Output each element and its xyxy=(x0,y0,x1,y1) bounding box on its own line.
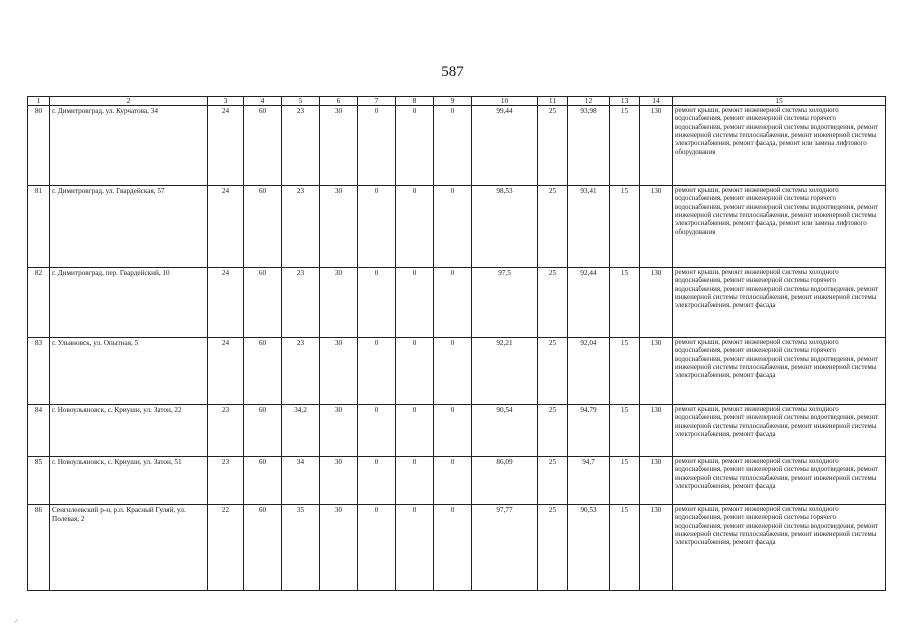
value-cell-col-14: 130 xyxy=(640,186,673,268)
value-cell-col-8: 0 xyxy=(396,186,434,268)
row-number-cell: 83 xyxy=(28,338,50,405)
value-cell-col-10: 92,21 xyxy=(472,338,538,405)
value-cell-col-10: 99,44 xyxy=(472,106,538,186)
column-header-5: 5 xyxy=(282,97,320,106)
value-cell-col-14: 130 xyxy=(640,457,673,505)
value-cell-col-8: 0 xyxy=(396,268,434,338)
column-header-10: 10 xyxy=(472,97,538,106)
value-cell-col-8: 0 xyxy=(396,505,434,591)
works-cell: ремонт крыши, ремонт инженерной системы холодного водоснабжения, ремонт инженерной системы горячего водоснабжения, ремонт инженерной системы водоотведения, ремонт инженерной системы теплоснабжения, ремонт инженерной системы электроснабжения, ремонт фасада, ремонт или замена лифтового оборудования xyxy=(673,106,886,186)
value-cell-col-5: 34 xyxy=(282,457,320,505)
value-cell-col-7: 0 xyxy=(358,457,396,505)
address-cell: г. Димитровград, ул. Гвардейская, 57 xyxy=(50,186,208,268)
value-cell-col-8: 0 xyxy=(396,405,434,457)
value-cell-col-7: 0 xyxy=(358,505,396,591)
table-row xyxy=(28,457,886,505)
table-row xyxy=(28,505,886,591)
value-cell-col-14: 130 xyxy=(640,106,673,186)
value-cell-col-12: 90,53 xyxy=(568,505,610,591)
value-cell-col-12: 94,79 xyxy=(568,405,610,457)
value-cell-col-4: 60 xyxy=(244,268,282,338)
works-cell: ремонт крыши, ремонт инженерной системы холодного водоснабжения, ремонт инженерной системы горячего водоснабжения, ремонт инженерной системы водоотведения, ремонт инженерной системы теплоснабжения, ремонт инженерной системы электроснабжения, ремонт фасада xyxy=(673,505,886,591)
scan-mark: ⸝ xyxy=(14,615,19,625)
value-cell-col-14: 130 xyxy=(640,268,673,338)
column-header-3: 3 xyxy=(208,97,244,106)
address-cell: г. Димитровград, пер. Гвардейский, 10 xyxy=(50,268,208,338)
value-cell-col-8: 0 xyxy=(396,106,434,186)
value-cell-col-8: 0 xyxy=(396,338,434,405)
value-cell-col-14: 130 xyxy=(640,405,673,457)
value-cell-col-10: 97,5 xyxy=(472,268,538,338)
value-cell-col-7: 0 xyxy=(358,268,396,338)
works-cell: ремонт крыши, ремонт инженерной системы холодного водоснабжения, ремонт инженерной системы водоотведения, ремонт инженерной системы теплоснабжения, ремонт инженерной системы электроснабжения, ремонт фасада xyxy=(673,457,886,505)
works-cell: ремонт крыши, ремонт инженерной системы холодного водоснабжения, ремонт инженерной системы горячего водоснабжения, ремонт инженерной системы водоотведения, ремонт инженерной системы теплоснабжения, ремонт инженерной системы электроснабжения, ремонт фасада, ремонт или замена лифтового оборудования xyxy=(673,186,886,268)
table-row xyxy=(28,106,886,186)
value-cell-col-9: 0 xyxy=(434,268,472,338)
value-cell-col-5: 23 xyxy=(282,106,320,186)
column-header-7: 7 xyxy=(358,97,396,106)
table-row xyxy=(28,405,886,457)
value-cell-col-11: 25 xyxy=(538,338,568,405)
value-cell-col-6: 30 xyxy=(320,106,358,186)
value-cell-col-9: 0 xyxy=(434,505,472,591)
address-cell: г. Новоульяновск, с. Криуши, ул. Затон, 22 xyxy=(50,405,208,457)
value-cell-col-10: 98,53 xyxy=(472,186,538,268)
value-cell-col-5: 23 xyxy=(282,186,320,268)
value-cell-col-3: 24 xyxy=(208,106,244,186)
column-header-11: 11 xyxy=(538,97,568,106)
value-cell-col-4: 60 xyxy=(244,186,282,268)
column-header-2: 2 xyxy=(50,97,208,106)
value-cell-col-6: 30 xyxy=(320,505,358,591)
value-cell-col-12: 94,7 xyxy=(568,457,610,505)
address-cell: Сенгилеевский р-н, р.п. Красный Гуляй, ул. Полевая, 2 xyxy=(50,505,208,591)
value-cell-col-4: 60 xyxy=(244,457,282,505)
value-cell-col-11: 25 xyxy=(538,457,568,505)
value-cell-col-11: 25 xyxy=(538,186,568,268)
value-cell-col-5: 23 xyxy=(282,268,320,338)
value-cell-col-13: 15 xyxy=(610,268,640,338)
value-cell-col-9: 0 xyxy=(434,405,472,457)
value-cell-col-3: 24 xyxy=(208,268,244,338)
value-cell-col-3: 24 xyxy=(208,186,244,268)
value-cell-col-6: 30 xyxy=(320,268,358,338)
works-cell: ремонт крыши, ремонт инженерной системы холодного водоснабжения, ремонт инженерной системы горячего водоснабжения, ремонт инженерной системы водоотведения, ремонт инженерной системы теплоснабжения, ремонт инженерной системы электроснабжения, ремонт фасада xyxy=(673,268,886,338)
value-cell-col-13: 15 xyxy=(610,405,640,457)
value-cell-col-13: 15 xyxy=(610,338,640,405)
value-cell-col-12: 93,41 xyxy=(568,186,610,268)
value-cell-col-12: 93,98 xyxy=(568,106,610,186)
value-cell-col-4: 60 xyxy=(244,405,282,457)
value-cell-col-11: 25 xyxy=(538,505,568,591)
column-header-4: 4 xyxy=(244,97,282,106)
value-cell-col-7: 0 xyxy=(358,186,396,268)
row-number-cell: 82 xyxy=(28,268,50,338)
value-cell-col-10: 97,77 xyxy=(472,505,538,591)
column-header-12: 12 xyxy=(568,97,610,106)
address-cell: г. Новоульяновск, с. Криуши, ул. Затон, 51 xyxy=(50,457,208,505)
column-header-13: 13 xyxy=(610,97,640,106)
works-cell: ремонт крыши, ремонт инженерной системы холодного водоснабжения, ремонт инженерной системы водоотведения, ремонт инженерной системы теплоснабжения, ремонт инженерной системы электроснабжения, ремонт фасада xyxy=(673,405,886,457)
value-cell-col-10: 86,09 xyxy=(472,457,538,505)
value-cell-col-10: 90,54 xyxy=(472,405,538,457)
header-row xyxy=(28,97,886,106)
value-cell-col-14: 130 xyxy=(640,505,673,591)
row-number-cell: 86 xyxy=(28,505,50,591)
value-cell-col-12: 92,44 xyxy=(568,268,610,338)
column-header-6: 6 xyxy=(320,97,358,106)
value-cell-col-9: 0 xyxy=(434,186,472,268)
column-header-9: 9 xyxy=(434,97,472,106)
value-cell-col-5: 34,2 xyxy=(282,405,320,457)
row-number-cell: 80 xyxy=(28,106,50,186)
value-cell-col-7: 0 xyxy=(358,106,396,186)
value-cell-col-3: 23 xyxy=(208,457,244,505)
value-cell-col-9: 0 xyxy=(434,106,472,186)
value-cell-col-7: 0 xyxy=(358,338,396,405)
address-cell: г. Ульяновск, ул. Опытная, 5 xyxy=(50,338,208,405)
column-header-14: 14 xyxy=(640,97,673,106)
row-number-cell: 85 xyxy=(28,457,50,505)
table-row xyxy=(28,338,886,405)
value-cell-col-7: 0 xyxy=(358,405,396,457)
value-cell-col-9: 0 xyxy=(434,338,472,405)
value-cell-col-6: 30 xyxy=(320,338,358,405)
value-cell-col-11: 25 xyxy=(538,106,568,186)
row-number-cell: 84 xyxy=(28,405,50,457)
value-cell-col-12: 92,04 xyxy=(568,338,610,405)
value-cell-col-5: 35 xyxy=(282,505,320,591)
value-cell-col-3: 22 xyxy=(208,505,244,591)
value-cell-col-13: 15 xyxy=(610,457,640,505)
value-cell-col-4: 60 xyxy=(244,505,282,591)
page-number: 587 xyxy=(441,64,464,80)
value-cell-col-3: 23 xyxy=(208,405,244,457)
column-header-8: 8 xyxy=(396,97,434,106)
value-cell-col-6: 30 xyxy=(320,186,358,268)
column-header-15: 15 xyxy=(673,97,886,106)
value-cell-col-4: 60 xyxy=(244,106,282,186)
works-cell: ремонт крыши, ремонт инженерной системы холодного водоснабжения, ремонт инженерной системы горячего водоснабжения, ремонт инженерной системы водоотведения, ремонт инженерной системы теплоснабжения, ремонт инженерной системы электроснабжения, ремонт фасада xyxy=(673,338,886,405)
address-cell: г. Димитровград, ул. Курчатова, 34 xyxy=(50,106,208,186)
value-cell-col-3: 24 xyxy=(208,338,244,405)
register-table xyxy=(27,96,886,591)
column-header-1: 1 xyxy=(28,97,50,106)
table-body xyxy=(28,106,886,591)
value-cell-col-9: 0 xyxy=(434,457,472,505)
value-cell-col-6: 30 xyxy=(320,405,358,457)
table-row xyxy=(28,186,886,268)
table-row xyxy=(28,268,886,338)
value-cell-col-11: 25 xyxy=(538,268,568,338)
value-cell-col-5: 23 xyxy=(282,338,320,405)
value-cell-col-11: 25 xyxy=(538,405,568,457)
value-cell-col-6: 30 xyxy=(320,457,358,505)
value-cell-col-13: 15 xyxy=(610,505,640,591)
value-cell-col-14: 130 xyxy=(640,338,673,405)
value-cell-col-13: 15 xyxy=(610,186,640,268)
value-cell-col-8: 0 xyxy=(396,457,434,505)
row-number-cell: 81 xyxy=(28,186,50,268)
value-cell-col-13: 15 xyxy=(610,106,640,186)
value-cell-col-4: 60 xyxy=(244,338,282,405)
